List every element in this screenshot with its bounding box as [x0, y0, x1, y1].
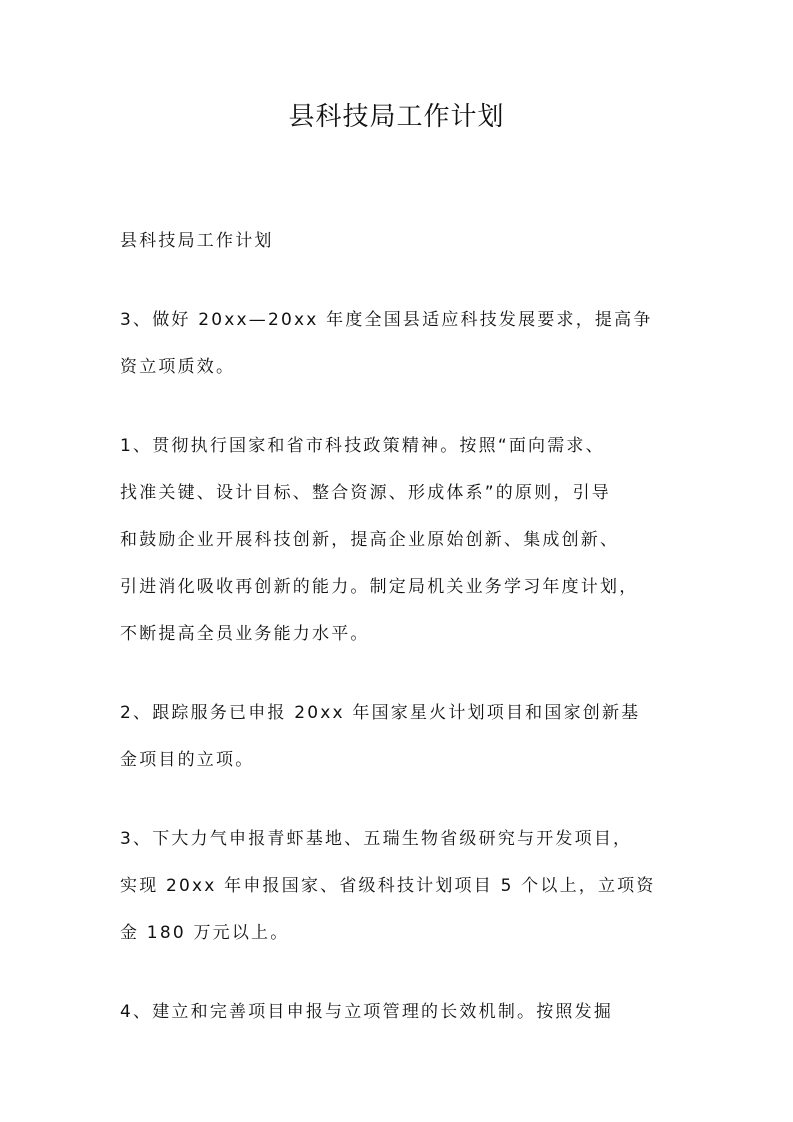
text-line: 实现 20xx 年申报国家、省级科技计划项目 5 个以上，立项资: [120, 876, 656, 896]
text-line: 县科技局工作计划: [120, 231, 274, 251]
text-line: 4、建立和完善项目申报与立项管理的长效机制。按照发掘: [120, 1002, 614, 1022]
text-line: 3、做好 20xx—20xx 年度全国县适应科技发展要求，提高争: [120, 310, 653, 330]
text-line: 金项目的立项。: [120, 750, 255, 770]
paragraph-item-2: [120, 698, 680, 775]
text-line: 2、跟踪服务已申报 20xx 年国家星火计划项目和国家创新基: [120, 703, 641, 723]
text-line: 金 180 万元以上。: [120, 923, 290, 943]
text-line: 不断提高全员业务能力水平。: [120, 624, 370, 644]
text-line: 找准关键、设计目标、整合资源、形成体系”的原则，引导: [120, 483, 612, 503]
text-line: 3、下大力气申报青虾基地、五瑞生物省级研究与开发项目，: [120, 829, 633, 849]
paragraph-subtitle: [120, 226, 680, 256]
paragraph-item-3b: [120, 824, 680, 948]
paragraph-item-1: [120, 431, 680, 649]
document-body: [120, 226, 680, 1076]
text-line: 引进消化吸收再创新的能力。制定局机关业务学习年度计划，: [120, 577, 639, 597]
paragraph-item-4: [120, 997, 680, 1027]
paragraph-item-3a: [120, 305, 680, 382]
text-line: 1、贯彻执行国家和省市科技政策精神。按照“面向需求、: [120, 436, 605, 456]
text-line: 资立项质效。: [120, 357, 236, 377]
document-title: 县科技局工作计划: [288, 102, 505, 132]
text-line: 和鼓励企业开展科技创新，提高企业原始创新、集成创新、: [120, 530, 620, 550]
